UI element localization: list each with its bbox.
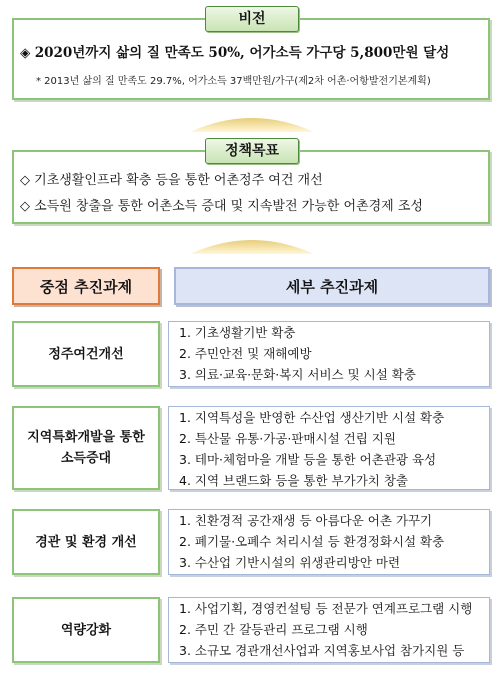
core-task (12, 406, 160, 490)
detail-task-box (168, 406, 490, 490)
detail-item: 1. 기초생활기반 확충 (179, 325, 296, 340)
policy-item-2: ◇ 소득원 창출을 통한 어촌소득 증대 및 지속발전 가능한 어촌경제 조성 (20, 199, 423, 214)
detail-item: 1. 친환경적 공간재생 등 아름다운 어촌 가꾸기 (179, 513, 433, 528)
core-task (12, 321, 160, 387)
core-task (12, 509, 160, 575)
detail-task-box (168, 321, 490, 387)
vision-note: * 2013년 삶의 질 만족도 29.7%, 어가소득 37백만원/가구(제2차 어촌·어항발전기본계획) (36, 76, 431, 87)
policy-item-1: ◇ 기초생활인프라 확충 등을 통한 어촌정주 여건 개선 (20, 173, 323, 188)
up-arrow-icon (190, 232, 314, 254)
detail-item: 2. 주민 간 갈등관리 프로그램 시행 (179, 622, 368, 637)
detail-item: 4. 지역 브랜드화 등을 통한 부가가치 창출 (179, 473, 408, 488)
vision-goal-text: 2020년까지 삶의 질 만족도 50%, 어가소득 가구당 5,800만원 달성 (34, 45, 450, 61)
detail-item: 2. 주민안전 및 재해예방 (179, 346, 312, 361)
detail-item: 1. 지역특성을 반영한 수산업 생산기반 시설 확충 (179, 410, 445, 425)
core-tasks-header: 중점 추진과제 (12, 267, 160, 305)
core-task-label: 역량강화 (60, 622, 112, 638)
detail-item: 1. 사업기획, 경영컨설팅 등 전문가 연계프로그램 시행 (179, 601, 473, 616)
vision-goal (20, 41, 449, 61)
up-arrow-icon (190, 110, 314, 132)
detail-item: 3. 테마·체험마을 개발 등을 통한 어촌관광 육성 (179, 452, 437, 467)
core-task-label: 지역특화개발을 통한 (27, 430, 145, 445)
diamond-bullet-icon: ◈ (20, 45, 31, 61)
detail-item: 2. 특산물 유통·가공·판매시설 건립 지원 (179, 431, 396, 446)
detail-item: 2. 폐기물·오폐수 처리시설 등 환경정화시설 확충 (179, 534, 445, 549)
vision-title: 비전 (205, 6, 299, 32)
policy-title: 정책목표 (205, 138, 299, 164)
detail-item: 3. 소규모 경관개선사업과 지역홍보사업 참가지원 등 (179, 643, 465, 658)
detail-item: 3. 의료·교육·문화·복지 서비스 및 시설 확충 (179, 367, 416, 382)
core-task (12, 597, 160, 663)
core-task-label: 소득증대 (60, 451, 112, 466)
detail-task-box (168, 509, 490, 575)
detail-tasks-header: 세부 추진과제 (174, 267, 490, 305)
detail-task-box (168, 597, 490, 663)
core-task-label: 정주여건개선 (48, 346, 124, 362)
core-task-label: 경관 및 환경 개선 (35, 534, 137, 550)
detail-item: 3. 수산업 기반시설의 위생관리방안 마련 (179, 555, 401, 570)
